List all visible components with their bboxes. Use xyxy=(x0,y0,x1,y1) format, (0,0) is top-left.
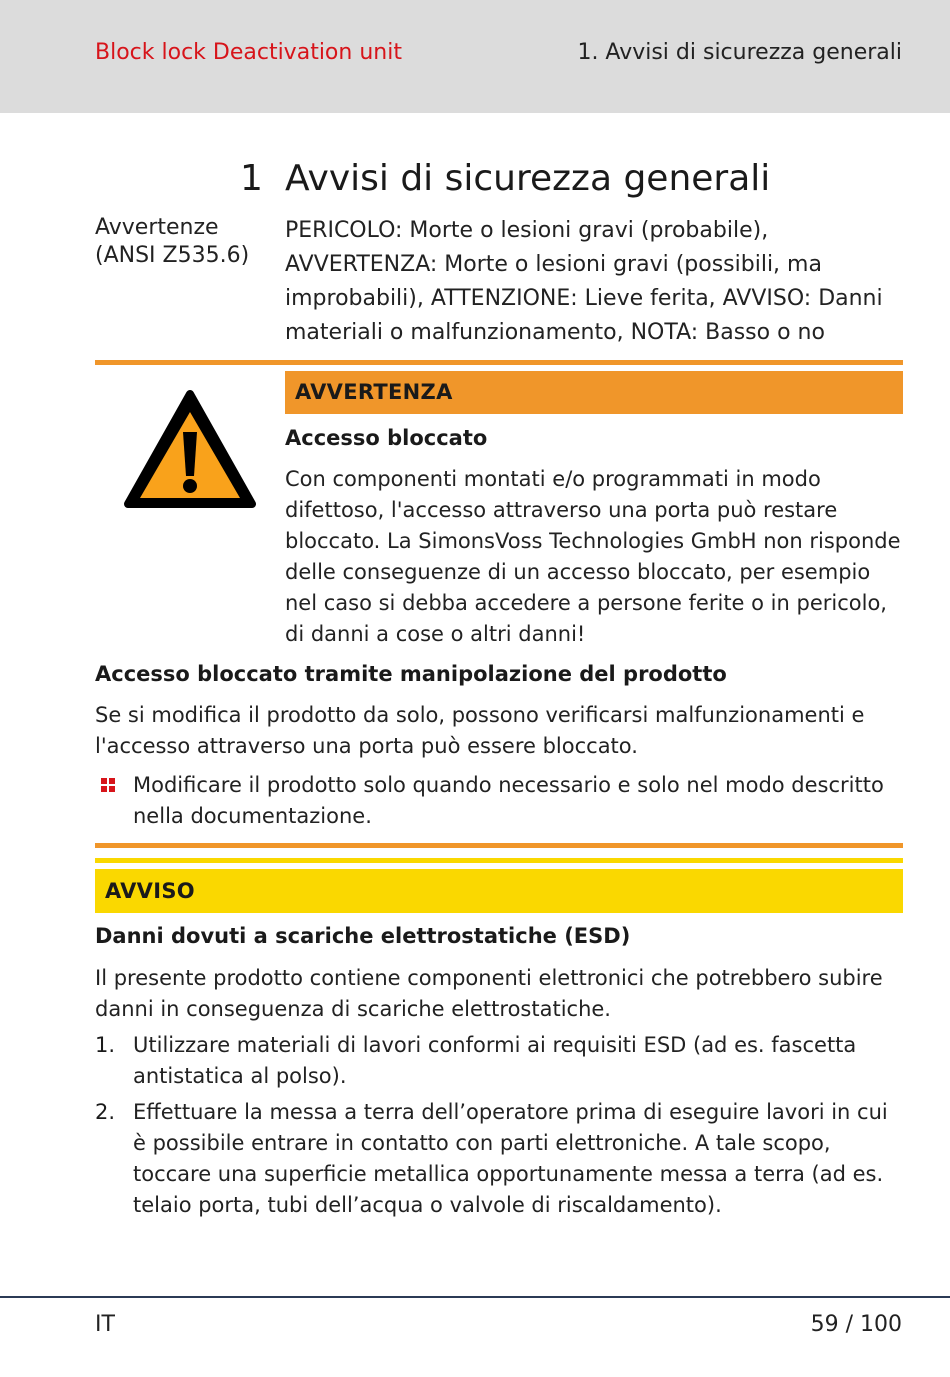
warning-text: Con componenti montati e/o programmati in modo difettoso, l'accesso attraverso una porta può restare bloccato. La SimonsVoss Technologies GmbH non risponde delle conseguenze di un accesso bloccato, per esempio nel caso si debba accedere a persone ferite o in pericolo, di danni a cose o altri danni! xyxy=(285,467,901,646)
warning-bottom-rule xyxy=(95,843,903,848)
warning-subheading: Accesso bloccato xyxy=(285,426,488,450)
page-number: 59 / 100 xyxy=(810,1312,902,1337)
footer-rule xyxy=(0,1296,950,1298)
footer-language: IT xyxy=(95,1312,115,1337)
running-section-title: 1. Avvisi di sicurezza generali xyxy=(577,40,902,65)
bullet-icon xyxy=(101,778,115,792)
step-number: 2. xyxy=(95,1100,116,1124)
notice-top-rule xyxy=(95,858,903,863)
notice-text: Il presente prodotto contiene componenti elettronici che potrebbero subire danni in conseguenza di scariche elettrostatiche. xyxy=(95,966,883,1021)
manipulation-bullet: Modificare il prodotto solo quando necessario e solo nel modo descritto nella documentazione. xyxy=(133,773,884,828)
warning-top-rule xyxy=(95,360,903,365)
step-number: 1. xyxy=(95,1033,116,1057)
step-text: Effettuare la messa a terra dell’operatore prima di eseguire lavori in cui è possibile entrare in contatto con parti elettroniche. A tale scopo, toccare una superficie metallica opportunamente messa a terra (ad es. telaio porta, tubi dell’acqua o valvole di riscaldamento). xyxy=(133,1100,888,1217)
intro-paragraph: PERICOLO: Morte o lesioni gravi (probabile), AVVERTENZA: Morte o lesioni gravi (possibili, ma improbabili), ATTENZIONE: Lieve ferita, AVVISO: Danni materiali o malfunzionamento, NOTA: Basso o no xyxy=(285,218,883,345)
manipulation-subheading: Accesso bloccato tramite manipolazione del prodotto xyxy=(95,662,727,686)
chapter-number: 1 xyxy=(240,158,263,199)
chapter-title: Avvisi di sicurezza generali xyxy=(285,158,771,199)
margin-label: Avvertenze (ANSI Z535.6) xyxy=(95,215,250,268)
warning-triangle-icon xyxy=(122,388,258,510)
document-title: Block lock Deactivation unit xyxy=(95,40,402,65)
warning-banner: AVVERTENZA xyxy=(285,371,903,414)
step-text: Utilizzare materiali di lavori conformi ai requisiti ESD (ad es. fascetta antistatica al polso). xyxy=(133,1033,857,1088)
page-header xyxy=(0,0,950,113)
notice-subheading: Danni dovuti a scariche elettrostatiche (ESD) xyxy=(95,924,631,948)
notice-banner: AVVISO xyxy=(95,869,903,913)
manipulation-text: Se si modifica il prodotto da solo, possono verificarsi malfunzionamenti e l'accesso attraverso una porta può essere bloccato. xyxy=(95,703,865,758)
